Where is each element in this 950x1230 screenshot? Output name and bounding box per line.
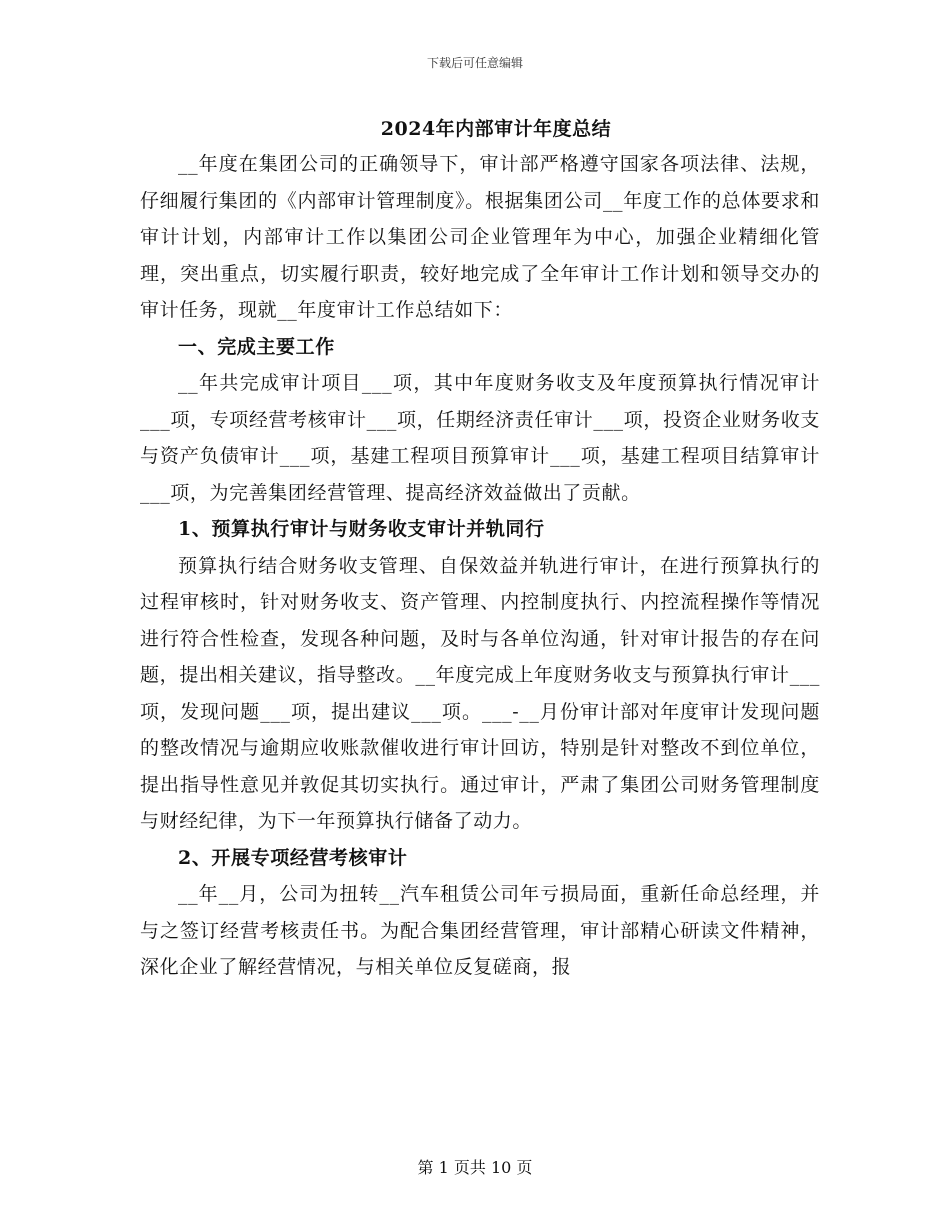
page-header-note: 下载后可任意编辑: [426, 56, 523, 70]
section-paragraph-main-work: __年共完成审计项目___项，其中年度财务收支及年度预算执行情况审计___项，专项经营考核审计___项，任期经济责任审计___项，投资企业财务收支与资产负债审计___项，基建工程项目预算审计___项，基建工程项目结算审计___项，为完善集团经营管理、提高经济效益做出了贡献。: [140, 372, 820, 504]
document-title: 2024年内部审计年度总结: [380, 118, 612, 140]
section-heading-main-work: 一、完成主要工作: [178, 335, 335, 358]
page-number-footer: 第 1 页共 10 页: [417, 1158, 533, 1177]
subsection-heading-special-audit: 2、开展专项经营考核审计: [178, 846, 408, 869]
document-body: [140, 146, 820, 986]
intro-paragraph: __年度在集团公司的正确领导下，审计部严格遵守国家各项法律、法规，仔细履行集团的《内部审计管理制度》。根据集团公司__年度工作的总体要求和审计计划，内部审计工作以集团公司企业管理年为中心，加强企业精细化管理，突出重点，切实履行职责，较好地完成了全年审计工作计划和领导交办的审计任务，现就__年度审计工作总结如下：: [140, 153, 820, 321]
subsection-paragraph-budget-audit: 预算执行结合财务收支管理、自保效益并轨进行审计，在进行预算执行的过程审核时，针对财务收支、资产管理、内控制度执行、内控流程操作等情况进行符合性检查，发现各种问题，及时与各单位沟通，针对审计报告的存在问题，提出相关建议，指导整改。__年度完成上年度财务收支与预算执行审计___项，发现问题___项，提出建议___项。___-__月份审计部对年度审计发现问题的整改情况与逾期应收账款催收进行审计回访，特别是针对整改不到位单位，提出指导性意见并敦促其切实执行。通过审计，严肃了集团公司财务管理制度与财经纪律，为下一年预算执行储备了动力。: [140, 554, 820, 832]
subsection-paragraph-special-audit: __年__月，公司为扭转__汽车租赁公司年亏损局面，重新任命总经理，并与之签订经营考核责任书。为配合集团经营管理，审计部精心研读文件精神，深化企业了解经营情况，与相关单位反复磋商，报: [140, 883, 820, 978]
subsection-heading-budget-audit: 1、预算执行审计与财务收支审计并轨同行: [178, 518, 545, 540]
